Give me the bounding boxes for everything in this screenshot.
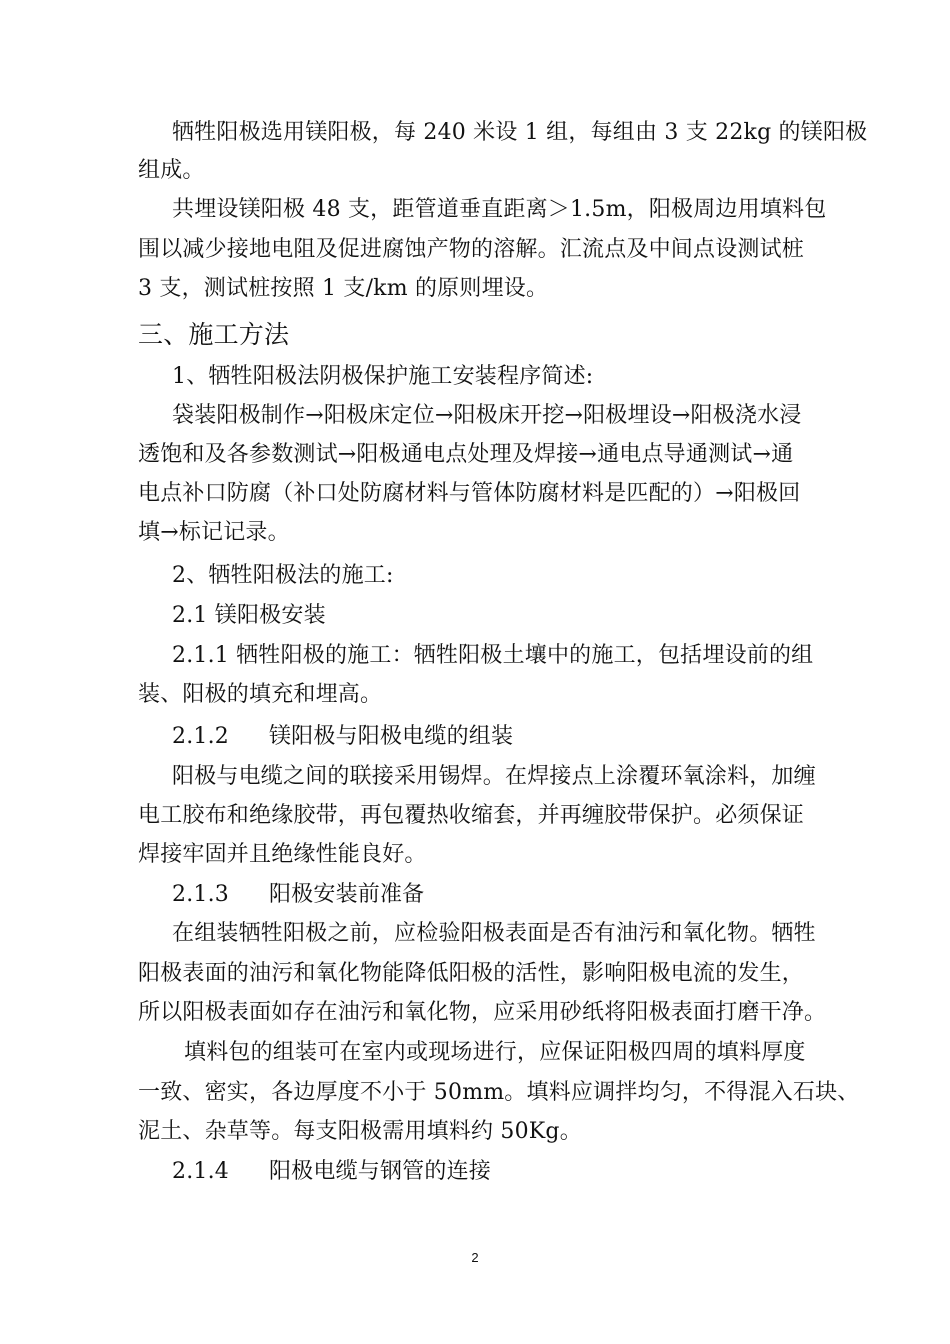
subsection-title: 2.1 镁阳极安装 <box>172 603 326 628</box>
paragraph-line: 在组装牺牲阳极之前，应检验阳极表面是否有油污和氧化物。牺牲 <box>172 921 816 946</box>
subsection-number: 2.1.3 <box>172 882 229 907</box>
section-heading: 三、施工方法 <box>138 320 290 349</box>
paragraph-line: 透饱和及各参数测试→阳极通电点处理及焊接→通电点导通测试→通 <box>138 442 794 467</box>
paragraph-line: 围以减少接地电阻及促进腐蚀产物的溶解。汇流点及中间点设测试桩 <box>138 237 805 262</box>
subsection-number: 2.1.2 <box>172 724 229 749</box>
subsection-title: 1、牺牲阳极法阴极保护施工安装程序简述: <box>172 364 594 389</box>
subsection-title <box>172 880 424 910</box>
subsection-label: 阳极电缆与钢管的连接 <box>268 1159 491 1184</box>
subsection-title: 2、牺牲阳极法的施工: <box>172 563 394 588</box>
paragraph-line: 一致、密实，各边厚度不小于 50mm。填料应调拌均匀，不得混入石块、 <box>138 1080 860 1105</box>
paragraph-line: 2.1.1 牺牲阳极的施工：牺牲阳极土壤中的施工，包括埋设前的组 <box>172 643 814 668</box>
subsection-label: 镁阳极与阳极电缆的组装 <box>268 724 514 749</box>
subsection-number: 2.1.4 <box>172 1159 229 1184</box>
paragraph-line: 填料包的组装可在室内或现场进行，应保证阳极四周的填料厚度 <box>184 1040 806 1065</box>
subsection-label: 阳极安装前准备 <box>268 882 425 907</box>
paragraph-line: 共埋设镁阳极 48 支，距管道垂直距离＞1.5m，阳极周边用填料包 <box>172 197 827 222</box>
paragraph-line: 组成。 <box>138 158 205 183</box>
paragraph-line: 阳极与电缆之间的联接采用锡焊。在焊接点上涂覆环氧涂料，加缠 <box>172 764 816 789</box>
paragraph-line: 电点补口防腐（补口处防腐材料与管体防腐材料是匹配的）→阳极回 <box>138 481 801 506</box>
paragraph-line: 阳极表面的油污和氧化物能降低阳极的活性，影响阳极电流的发生， <box>138 961 805 986</box>
subsection-title <box>172 722 513 752</box>
paragraph-line: 填→标记记录。 <box>138 520 290 545</box>
page-number: 2 <box>471 1250 479 1265</box>
paragraph-line: 袋装阳极制作→阳极床定位→阳极床开挖→阳极埋设→阳极浇水浸 <box>172 403 802 428</box>
paragraph-line: 泥土、杂草等。每支阳极需用填料约 50Kg。 <box>138 1119 582 1144</box>
paragraph-line: 牺牲阳极选用镁阳极，每 240 米设 1 组，每组由 3 支 22kg 的镁阳极 <box>172 120 868 145</box>
subsection-title <box>172 1157 491 1187</box>
paragraph-line: 所以阳极表面如存在油污和氧化物，应采用砂纸将阳极表面打磨干净。 <box>138 1000 827 1025</box>
paragraph-line: 电工胶布和绝缘胶带，再包覆热收缩套，并再缠胶带保护。必须保证 <box>138 803 805 828</box>
paragraph-line: 焊接牢固并且绝缘性能良好。 <box>138 842 427 867</box>
paragraph-line: 3 支，测试桩按照 1 支/km 的原则埋设。 <box>138 276 549 301</box>
paragraph-line: 装、阳极的填充和埋高。 <box>138 682 383 707</box>
